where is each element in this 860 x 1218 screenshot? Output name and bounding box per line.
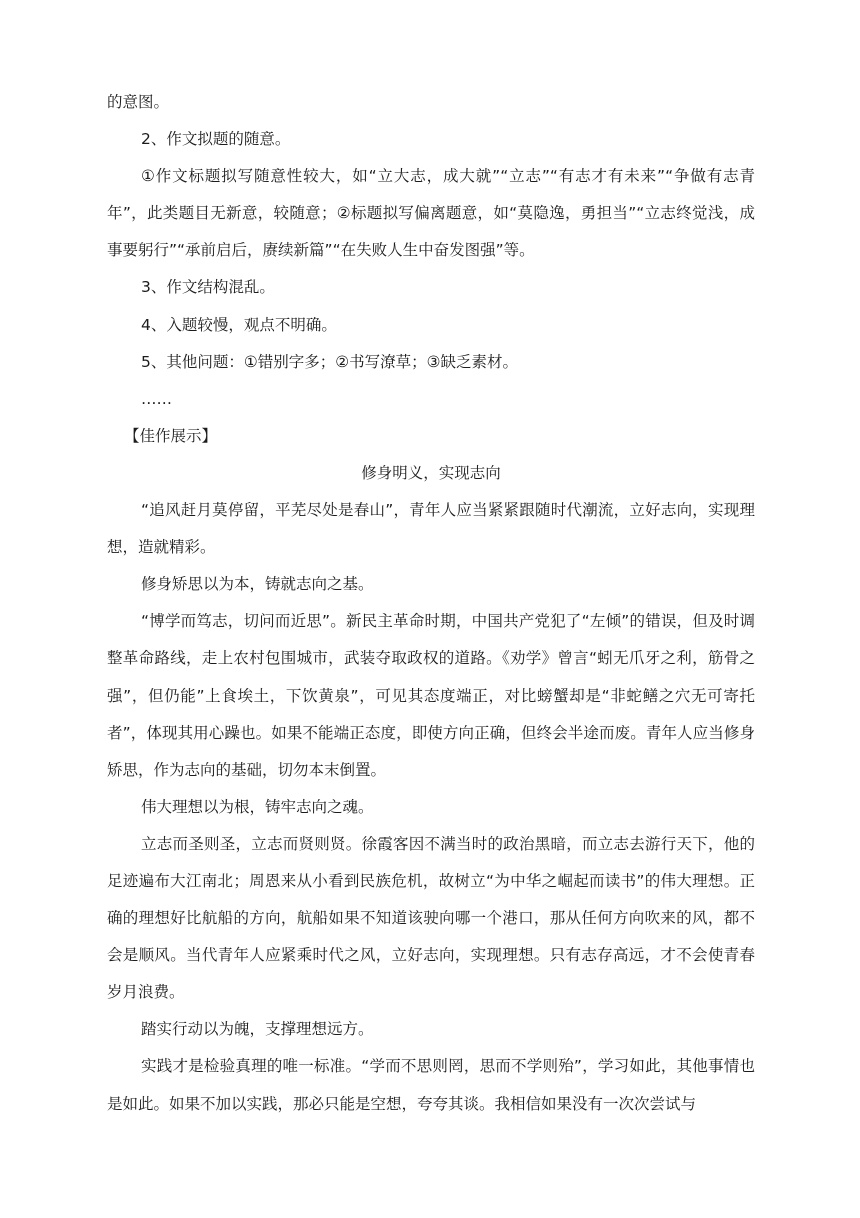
essay-title: 修身明义，实现志向 xyxy=(361,463,501,482)
section-heading-showcase: 【佳作展示】 xyxy=(124,426,218,445)
ellipsis: …… xyxy=(141,389,172,408)
essay-point-3: 踏实行动以为魄，支撑理想远方。 xyxy=(141,1020,374,1039)
essay-intro: “追风赶月莫停留，平芜尽处是春山”，青年人应当紧紧跟随时代潮流，立好志向，实现理想，造就精彩。 xyxy=(107,501,755,557)
paragraph-continuation: 的意图。 xyxy=(107,93,170,111)
problem-detail-2: ①作文标题拟写随意性较大，如“立大志，成大就”“立志”“有志才有未来”“争做有志青年”，此类题目无新意，较随意；②标题拟写偏离题意，如“莫隐逸，勇担当”“立志终觉浅，成事要躬行”“承前启后，赓续新篇”“在失败人生中奋发图强”等。 xyxy=(107,167,755,260)
problem-item-2: 2、作文拟题的随意。 xyxy=(141,130,291,149)
essay-body-1: “博学而笃志，切问而近思”。新民主革命时期，中国共产党犯了“左倾”的错误，但及时调整革命路线，走上农村包围城市，武装夺取政权的道路。《劝学》曾言“蚓无爪牙之利，筋骨之强”，但仍能”上食埃土，下饮黄泉”，可见其态度端正，对比螃蟹却是“非蛇鳝之穴无可寄托者”，体现其用心躁也。如果不能端正态度，即使方向正确，但终会半途而废。青年人应当修身矫思，作为志向的基础，切勿本末倒置。 xyxy=(107,612,755,779)
problem-item-4: 4、入题较慢，观点不明确。 xyxy=(141,315,337,334)
problem-item-3: 3、作文结构混乱。 xyxy=(141,278,275,297)
essay-body-3: 实践才是检验真理的唯一标准。“学而不思则罔，思而不学则殆”，学习如此，其他事情也是如此。如果不加以实践，那必只能是空想，夸夸其谈。我相信如果没有一次次尝试与 xyxy=(107,1057,755,1113)
essay-body-2: 立志而圣则圣，立志而贤则贤。徐霞客因不满当时的政治黑暗，而立志去游行天下，他的足迹遍布大江南北；周恩来从小看到民族危机，故树立“为中华之崛起而读书”的伟大理想。正确的理想好比航船的方向，航船如果不知道该驶向哪一个港口，那从任何方向吹来的风，都不会是顺风。当代青年人应紧乘时代之风，立好志向，实现理想。只有志存高远，才不会使青春岁月浪费。 xyxy=(107,834,755,1002)
essay-point-1: 修身矫思以为本，铸就志向之基。 xyxy=(141,575,374,594)
essay-point-2: 伟大理想以为根，铸牢志向之魂。 xyxy=(141,797,374,816)
problem-item-5: 5、其他问题：①错别字多；②书写潦草；③缺乏素材。 xyxy=(141,352,519,371)
document-page xyxy=(107,84,755,1123)
